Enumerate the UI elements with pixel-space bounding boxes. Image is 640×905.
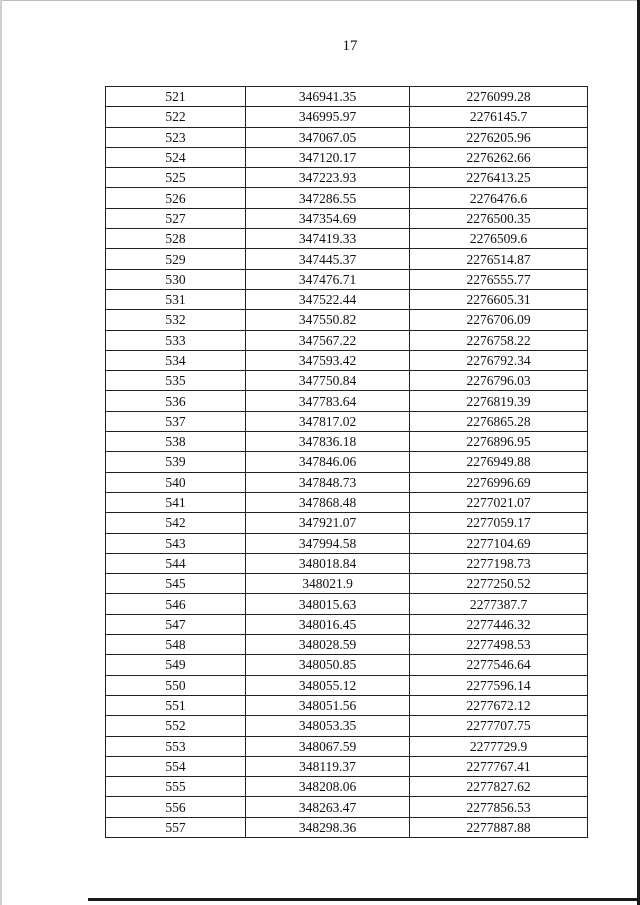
x-coordinate-cell: 348050.85 [246, 655, 410, 675]
point-number-cell: 550 [106, 675, 246, 695]
point-number-cell: 556 [106, 797, 246, 817]
y-coordinate-cell: 2276865.28 [410, 411, 588, 431]
y-coordinate-cell: 2277767.41 [410, 756, 588, 776]
table-row [106, 188, 588, 208]
y-coordinate-cell: 2277672.12 [410, 695, 588, 715]
x-coordinate-cell: 347994.58 [246, 533, 410, 553]
point-number-cell: 549 [106, 655, 246, 675]
point-number-cell: 525 [106, 168, 246, 188]
coordinates-table-body [106, 87, 588, 838]
point-number-cell: 539 [106, 452, 246, 472]
y-coordinate-cell: 2277856.53 [410, 797, 588, 817]
table-row [106, 391, 588, 411]
y-coordinate-cell: 2276949.88 [410, 452, 588, 472]
table-row [106, 513, 588, 533]
point-number-cell: 535 [106, 371, 246, 391]
point-number-cell: 521 [106, 87, 246, 107]
y-coordinate-cell: 2277729.9 [410, 736, 588, 756]
y-coordinate-cell: 2277198.73 [410, 553, 588, 573]
y-coordinate-cell: 2277827.62 [410, 777, 588, 797]
point-number-cell: 548 [106, 635, 246, 655]
x-coordinate-cell: 347067.05 [246, 127, 410, 147]
y-coordinate-cell: 2277250.52 [410, 574, 588, 594]
point-number-cell: 528 [106, 229, 246, 249]
point-number-cell: 551 [106, 695, 246, 715]
table-row [106, 127, 588, 147]
table-row [106, 432, 588, 452]
x-coordinate-cell: 348208.06 [246, 777, 410, 797]
point-number-cell: 537 [106, 411, 246, 431]
x-coordinate-cell: 347522.44 [246, 289, 410, 309]
table-row [106, 310, 588, 330]
y-coordinate-cell: 2277498.53 [410, 635, 588, 655]
table-row [106, 716, 588, 736]
x-coordinate-cell: 347476.71 [246, 269, 410, 289]
point-number-cell: 531 [106, 289, 246, 309]
table-row [106, 452, 588, 472]
scan-bottom-border [88, 898, 640, 901]
point-number-cell: 523 [106, 127, 246, 147]
table-row [106, 371, 588, 391]
y-coordinate-cell: 2277707.75 [410, 716, 588, 736]
x-coordinate-cell: 347750.84 [246, 371, 410, 391]
x-coordinate-cell: 347846.06 [246, 452, 410, 472]
table-row [106, 635, 588, 655]
x-coordinate-cell: 348051.56 [246, 695, 410, 715]
x-coordinate-cell: 347223.93 [246, 168, 410, 188]
page-number: 17 [342, 38, 358, 54]
x-coordinate-cell: 347567.22 [246, 330, 410, 350]
y-coordinate-cell: 2276605.31 [410, 289, 588, 309]
point-number-cell: 529 [106, 249, 246, 269]
y-coordinate-cell: 2276792.34 [410, 350, 588, 370]
point-number-cell: 553 [106, 736, 246, 756]
y-coordinate-cell: 2276262.66 [410, 147, 588, 167]
table-row [106, 736, 588, 756]
y-coordinate-cell: 2276996.69 [410, 472, 588, 492]
x-coordinate-cell: 348053.35 [246, 716, 410, 736]
table-row [106, 229, 588, 249]
point-number-cell: 554 [106, 756, 246, 776]
point-number-cell: 557 [106, 817, 246, 837]
table-row [106, 614, 588, 634]
point-number-cell: 540 [106, 472, 246, 492]
y-coordinate-cell: 2276758.22 [410, 330, 588, 350]
table-row [106, 574, 588, 594]
y-coordinate-cell: 2277596.14 [410, 675, 588, 695]
table-row [106, 87, 588, 107]
y-coordinate-cell: 2276413.25 [410, 168, 588, 188]
x-coordinate-cell: 348298.36 [246, 817, 410, 837]
scan-left-edge [0, 0, 2, 905]
table-row [106, 533, 588, 553]
table-row [106, 675, 588, 695]
x-coordinate-cell: 348119.37 [246, 756, 410, 776]
y-coordinate-cell: 2276099.28 [410, 87, 588, 107]
point-number-cell: 555 [106, 777, 246, 797]
table-row [106, 350, 588, 370]
point-number-cell: 547 [106, 614, 246, 634]
x-coordinate-cell: 348263.47 [246, 797, 410, 817]
x-coordinate-cell: 347593.42 [246, 350, 410, 370]
x-coordinate-cell: 347120.17 [246, 147, 410, 167]
y-coordinate-cell: 2276819.39 [410, 391, 588, 411]
y-coordinate-cell: 2277387.7 [410, 594, 588, 614]
point-number-cell: 533 [106, 330, 246, 350]
x-coordinate-cell: 347550.82 [246, 310, 410, 330]
table-row [106, 289, 588, 309]
x-coordinate-cell: 348067.59 [246, 736, 410, 756]
point-number-cell: 536 [106, 391, 246, 411]
x-coordinate-cell: 348016.45 [246, 614, 410, 634]
table-row [106, 594, 588, 614]
table-row [106, 756, 588, 776]
y-coordinate-cell: 2276706.09 [410, 310, 588, 330]
x-coordinate-cell: 347817.02 [246, 411, 410, 431]
y-coordinate-cell: 2277446.32 [410, 614, 588, 634]
x-coordinate-cell: 348018.84 [246, 553, 410, 573]
table-row [106, 553, 588, 573]
y-coordinate-cell: 2277887.88 [410, 817, 588, 837]
y-coordinate-cell: 2277021.07 [410, 492, 588, 512]
x-coordinate-cell: 348021.9 [246, 574, 410, 594]
table-row [106, 168, 588, 188]
x-coordinate-cell: 347921.07 [246, 513, 410, 533]
table-row [106, 655, 588, 675]
y-coordinate-cell: 2276514.87 [410, 249, 588, 269]
point-number-cell: 538 [106, 432, 246, 452]
point-number-cell: 524 [106, 147, 246, 167]
point-number-cell: 522 [106, 107, 246, 127]
x-coordinate-cell: 348055.12 [246, 675, 410, 695]
point-number-cell: 526 [106, 188, 246, 208]
table-row [106, 817, 588, 837]
y-coordinate-cell: 2276896.95 [410, 432, 588, 452]
y-coordinate-cell: 2276476.6 [410, 188, 588, 208]
x-coordinate-cell: 348028.59 [246, 635, 410, 655]
x-coordinate-cell: 346941.35 [246, 87, 410, 107]
x-coordinate-cell: 347445.37 [246, 249, 410, 269]
point-number-cell: 541 [106, 492, 246, 512]
table-row [106, 330, 588, 350]
point-number-cell: 542 [106, 513, 246, 533]
point-number-cell: 543 [106, 533, 246, 553]
x-coordinate-cell: 348015.63 [246, 594, 410, 614]
x-coordinate-cell: 347836.18 [246, 432, 410, 452]
y-coordinate-cell: 2276205.96 [410, 127, 588, 147]
x-coordinate-cell: 347868.48 [246, 492, 410, 512]
y-coordinate-cell: 2276555.77 [410, 269, 588, 289]
point-number-cell: 545 [106, 574, 246, 594]
scan-top-edge [0, 0, 640, 1]
y-coordinate-cell: 2276796.03 [410, 371, 588, 391]
x-coordinate-cell: 346995.97 [246, 107, 410, 127]
x-coordinate-cell: 347848.73 [246, 472, 410, 492]
table-row [106, 269, 588, 289]
table-row [106, 695, 588, 715]
point-number-cell: 544 [106, 553, 246, 573]
point-number-cell: 534 [106, 350, 246, 370]
y-coordinate-cell: 2277059.17 [410, 513, 588, 533]
table-row [106, 797, 588, 817]
y-coordinate-cell: 2276509.6 [410, 229, 588, 249]
table-row [106, 249, 588, 269]
x-coordinate-cell: 347286.55 [246, 188, 410, 208]
coordinates-table [105, 86, 588, 838]
table-row [106, 147, 588, 167]
point-number-cell: 546 [106, 594, 246, 614]
x-coordinate-cell: 347783.64 [246, 391, 410, 411]
x-coordinate-cell: 347419.33 [246, 229, 410, 249]
point-number-cell: 532 [106, 310, 246, 330]
y-coordinate-cell: 2276500.35 [410, 208, 588, 228]
point-number-cell: 530 [106, 269, 246, 289]
point-number-cell: 552 [106, 716, 246, 736]
table-row [106, 411, 588, 431]
y-coordinate-cell: 2276145.7 [410, 107, 588, 127]
y-coordinate-cell: 2277104.69 [410, 533, 588, 553]
point-number-cell: 527 [106, 208, 246, 228]
table-row [106, 208, 588, 228]
table-row [106, 107, 588, 127]
table-row [106, 472, 588, 492]
y-coordinate-cell: 2277546.64 [410, 655, 588, 675]
table-row [106, 492, 588, 512]
x-coordinate-cell: 347354.69 [246, 208, 410, 228]
table-row [106, 777, 588, 797]
